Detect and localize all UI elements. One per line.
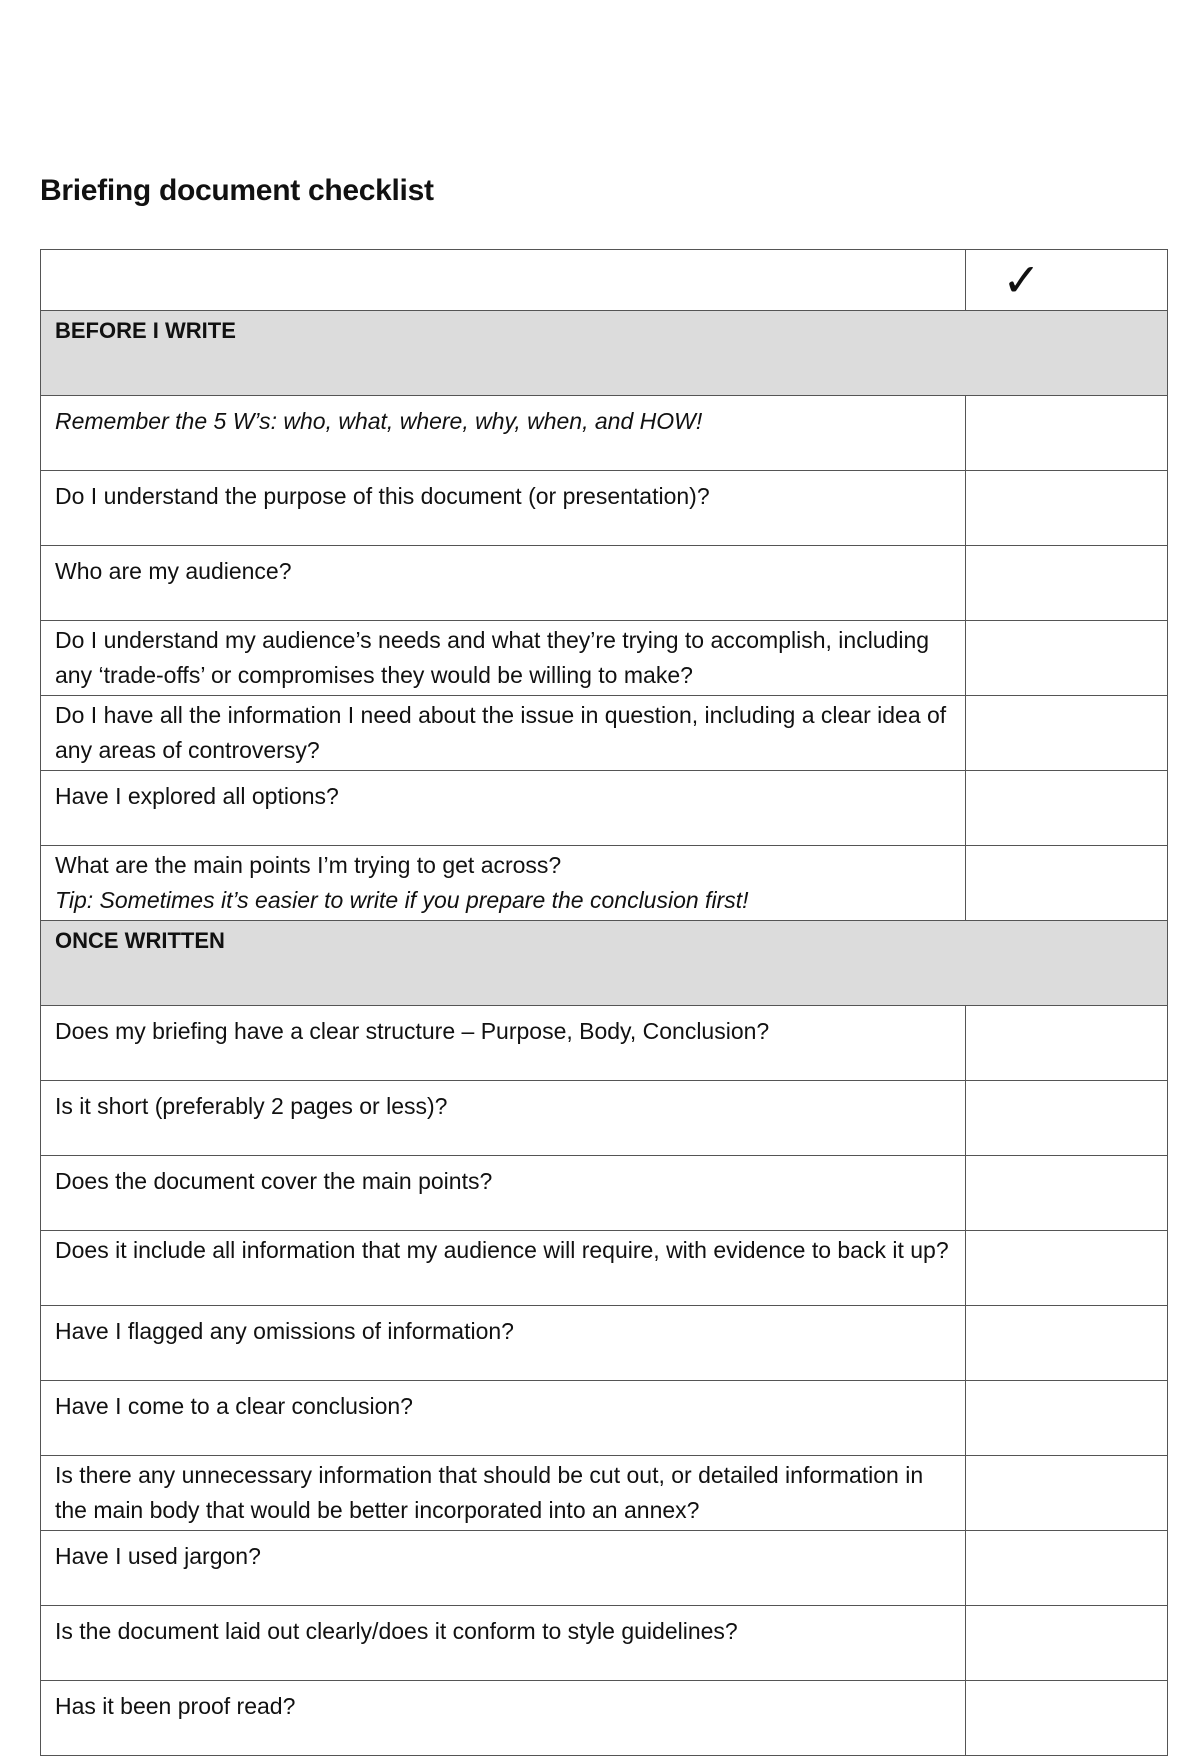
checklist-question: Have I come to a clear conclusion? (41, 1381, 966, 1456)
checkbox-cell[interactable] (966, 771, 1168, 846)
checkbox-cell[interactable] (966, 396, 1168, 471)
checkbox-cell[interactable] (966, 1531, 1168, 1606)
checklist-question: Do I understand the purpose of this document (or presentation)? (41, 471, 966, 546)
table-row (41, 1531, 1168, 1606)
table-row (41, 1606, 1168, 1681)
section-heading-row (41, 311, 1168, 396)
checklist-question: Does it include all information that my audience will require, with evidence to back it up? (41, 1231, 966, 1306)
table-row (41, 471, 1168, 546)
table-row (41, 1006, 1168, 1081)
table-row (41, 1231, 1168, 1306)
header-question-cell (41, 250, 966, 311)
page-title: Briefing document checklist (40, 174, 434, 207)
checklist-question: Do I understand my audience’s needs and what they’re trying to accomplish, including any ‘trade-offs’ or compromises they would be willing to make? (41, 621, 966, 696)
checkbox-cell[interactable] (966, 546, 1168, 621)
checkbox-cell[interactable] (966, 621, 1168, 696)
checkbox-cell[interactable] (966, 1456, 1168, 1531)
checklist-question: Have I flagged any omissions of information? (41, 1306, 966, 1381)
table-header-row (41, 250, 1168, 311)
checkbox-cell[interactable] (966, 1306, 1168, 1381)
table-row (41, 546, 1168, 621)
checkbox-cell[interactable] (966, 696, 1168, 771)
table-row (41, 1381, 1168, 1456)
table-row (41, 621, 1168, 696)
checkbox-cell[interactable] (966, 1231, 1168, 1306)
checklist-question: What are the main points I’m trying to get across? (55, 852, 562, 878)
checklist-question: Is it short (preferably 2 pages or less)? (41, 1081, 966, 1156)
header-check-cell (966, 250, 1168, 311)
section-heading: BEFORE I WRITE (41, 311, 1168, 396)
table-row (41, 1681, 1168, 1756)
checklist-question: Do I have all the information I need about the issue in question, including a clear idea of any areas of controversy? (41, 696, 966, 771)
table-row (41, 1306, 1168, 1381)
section-heading-row (41, 921, 1168, 1006)
table-row (41, 396, 1168, 471)
checklist-question: Have I used jargon? (41, 1531, 966, 1606)
checkbox-cell[interactable] (966, 1606, 1168, 1681)
section-heading: ONCE WRITTEN (41, 921, 1168, 1006)
checklist-question: Is there any unnecessary information that should be cut out, or detailed information in the main body that would be better incorporated into an annex? (41, 1456, 966, 1531)
checklist-question: Does the document cover the main points? (41, 1156, 966, 1231)
checklist-question: Has it been proof read? (41, 1681, 966, 1756)
checklist-question: Does my briefing have a clear structure – Purpose, Body, Conclusion? (41, 1006, 966, 1081)
checklist-question-with-tip (41, 846, 966, 921)
checkbox-cell[interactable] (966, 846, 1168, 921)
checkbox-cell[interactable] (966, 1006, 1168, 1081)
checklist-question: Remember the 5 W’s: who, what, where, why, when, and HOW! (41, 396, 966, 471)
checklist-question: Who are my audience? (41, 546, 966, 621)
table-row (41, 846, 1168, 921)
checkbox-cell[interactable] (966, 471, 1168, 546)
checklist-question: Is the document laid out clearly/does it conform to style guidelines? (41, 1606, 966, 1681)
checkbox-cell[interactable] (966, 1381, 1168, 1456)
table-row (41, 1156, 1168, 1231)
checkbox-cell[interactable] (966, 1081, 1168, 1156)
checklist-tip: Tip: Sometimes it’s easier to write if you prepare the conclusion first! (55, 887, 749, 913)
checklist-question: Have I explored all options? (41, 771, 966, 846)
table-row (41, 771, 1168, 846)
table-row (41, 1081, 1168, 1156)
checkbox-cell[interactable] (966, 1156, 1168, 1231)
checkmark-icon: ✓ (1002, 253, 1041, 307)
checkbox-cell[interactable] (966, 1681, 1168, 1756)
table-row (41, 1456, 1168, 1531)
checklist-table (40, 249, 1168, 1756)
table-row (41, 696, 1168, 771)
